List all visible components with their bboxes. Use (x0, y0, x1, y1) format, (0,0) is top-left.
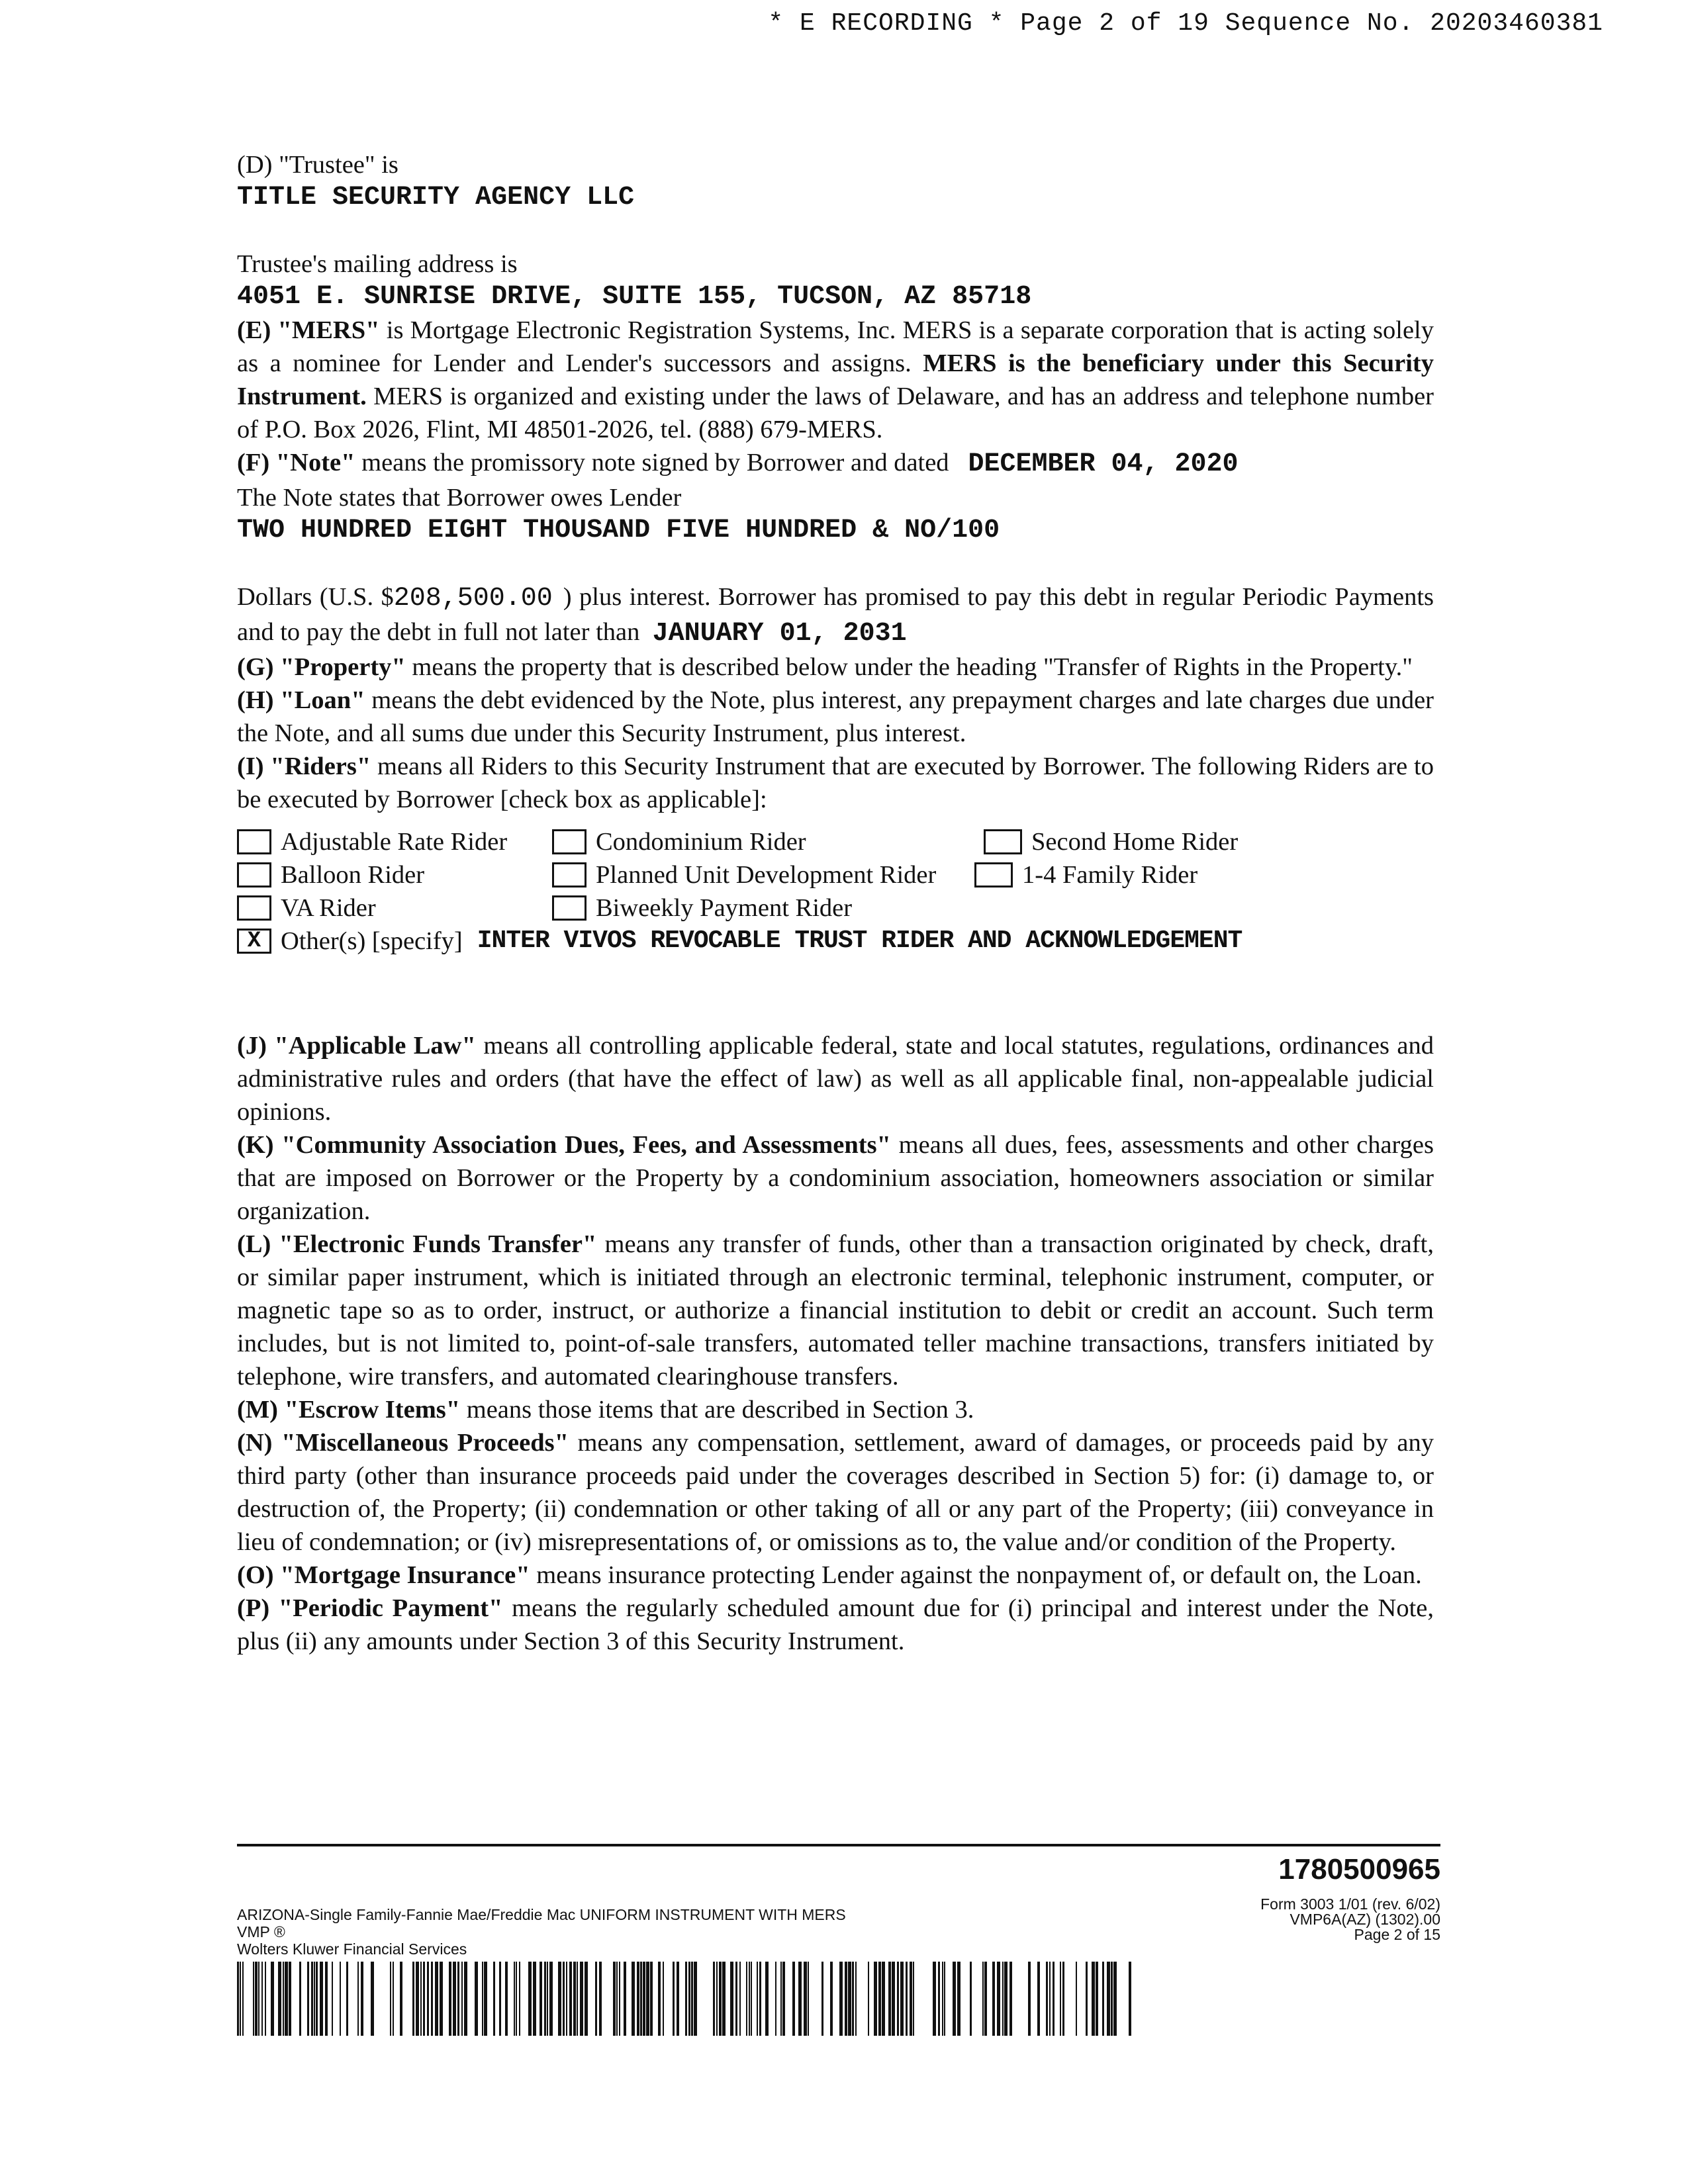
mers-address-text: MERS is organized and existing under the laws of Delaware, and has an address and telephone number of P.O. Box 2026, Flint, MI 48501-2026, tel. (888) 679-MERS. (237, 383, 1434, 443)
checkbox[interactable] (552, 862, 586, 887)
trustee-name: TITLE SECURITY AGENCY LLC (237, 183, 635, 212)
form-page-number: Page 2 of 15 (1354, 1926, 1440, 1943)
rider-label: 1-4 Family Rider (1022, 861, 1198, 889)
publisher: Wolters Kluwer Financial Services (237, 1940, 467, 1958)
definition-text: means those items that are described in Section 3. (460, 1396, 974, 1424)
definition-text: means all dues, fees, assessments and other charges that are imposed on Borrower or the Property by a condominium association, homeowners association or similar organization. (237, 1131, 1434, 1225)
rider-condominium[interactable] (552, 825, 984, 858)
loan-text: means the debt evidenced by the Note, plus interest, any prepayment charges and late charges due under the Note, and all sums due under this Security Instrument, plus interest. (237, 686, 1434, 747)
mers-definition (237, 314, 1434, 446)
mortgage-insurance-definition (237, 1559, 1434, 1592)
definition-text: means any transfer of funds, other than a transaction originated by check, draft, or similar paper instrument, which is initiated through an electronic terminal, telephonic instrument, computer, or magnetic tape so as to order, instruct, or authorize a financial institution to debit or credit an account. Such term includes, but is not limited to, point-of-sale transfers, automated teller machine transactions, transfers initiated by telephone, wire transfers, and automated clearinghouse transfers. (237, 1230, 1434, 1390)
document-body (237, 148, 1434, 1658)
rider-1-4-family[interactable] (974, 858, 1197, 891)
rider-va[interactable] (237, 891, 552, 925)
form-number: Form 3003 1/01 (rev. 6/02) (1260, 1895, 1440, 1913)
rider-label: Biweekly Payment Rider (596, 894, 853, 922)
rider-balloon[interactable] (237, 858, 552, 891)
trustee-address-label: Trustee's mailing address is (237, 250, 518, 278)
definition-term: (L) "Electronic Funds Transfer" (237, 1230, 597, 1258)
form-number-block (1260, 1897, 1440, 1942)
loan-number: 1780500965 (1278, 1853, 1440, 1886)
trustee-address: 4051 E. SUNRISE DRIVE, SUITE 155, TUCSON, AZ 85718 (237, 282, 1032, 312)
note-amount-words: TWO HUNDRED EIGHT THOUSAND FIVE HUNDRED & NO/100 (237, 516, 1000, 545)
rider-label: Other(s) [specify] (281, 927, 463, 955)
definition-text: means all controlling applicable federal, state and local statutes, regulations, ordinances and administrative rules and orders (that have the effect of law) as well as all applicable final, non-appealable judicial opinions. (237, 1032, 1434, 1126)
maturity-date: JANUARY 01, 2031 (652, 619, 907, 649)
checkbox[interactable] (552, 829, 586, 854)
community-dues-definition (237, 1128, 1434, 1228)
dollars-prefix: Dollars (U.S. $ (237, 583, 394, 611)
periodic-payment-definition (237, 1592, 1434, 1658)
spacer (237, 214, 1434, 248)
footer-rule (237, 1844, 1440, 1846)
spacer (237, 547, 1434, 580)
definition-term: (N) "Miscellaneous Proceeds" (237, 1429, 569, 1457)
checkbox[interactable] (237, 862, 271, 887)
note-date: DECEMBER 04, 2020 (968, 449, 1239, 479)
note-text: means the promissory note signed by Borrower and dated (355, 449, 949, 477)
riders-definition (237, 750, 1434, 816)
recording-header: * E RECORDING * Page 2 of 19 Sequence No. 20203460381 (768, 9, 1603, 38)
mers-term: (E) "MERS" (237, 316, 380, 344)
checkbox[interactable] (552, 895, 586, 921)
checkbox[interactable] (974, 862, 1013, 887)
trustee-label: (D) "Trustee" is (237, 151, 399, 179)
rider-label: VA Rider (281, 894, 376, 922)
note-owes-text: The Note states that Borrower owes Lender (237, 484, 682, 512)
definition-term: (M) "Escrow Items" (237, 1396, 461, 1424)
definition-text: means the regularly scheduled amount due for (i) principal and interest under the Note, plus (ii) any amounts under Section 3 of this Security Instrument. (237, 1594, 1434, 1655)
note-payment-text: ) plus interest. Borrower has promised to pay this debt in regular Periodic Payments and to pay the debt in full not later than (237, 583, 1434, 646)
rider-other-specify: INTER VIVOS REVOCABLE TRUST RIDER AND ACKNOWLEDGEMENT (477, 927, 1243, 955)
riders-checklist (237, 825, 1434, 958)
definition-term: (O) "Mortgage Insurance" (237, 1561, 530, 1589)
note-definition (237, 446, 1434, 481)
eft-definition (237, 1228, 1434, 1393)
rider-pud[interactable] (552, 858, 974, 891)
loan-term: (H) "Loan" (237, 686, 365, 714)
note-amount-paragraph (237, 580, 1434, 651)
rider-biweekly[interactable] (552, 891, 984, 925)
note-amount: 208,500.00 (393, 584, 553, 614)
rider-label: Condominium Rider (596, 828, 806, 856)
spacer (237, 958, 1434, 1009)
checkbox[interactable] (984, 829, 1022, 854)
loan-definition (237, 684, 1434, 750)
rider-other[interactable] (237, 925, 1242, 958)
checkbox-checked[interactable]: X (237, 929, 271, 954)
property-definition (237, 651, 1434, 684)
mers-beneficiary-statement: MERS is the beneficiary under this Security Instrument. (237, 349, 1434, 410)
vmp-mark: VMP ® (237, 1923, 285, 1940)
definition-text: means insurance protecting Lender against the nonpayment of, or default on, the Loan. (530, 1561, 1422, 1589)
rider-label: Planned Unit Development Rider (596, 861, 937, 889)
barcode (237, 1962, 1132, 2036)
property-term: (G) "Property" (237, 653, 406, 681)
form-code: VMP6A(AZ) (1302).00 (1289, 1911, 1440, 1928)
misc-proceeds-definition (237, 1426, 1434, 1559)
definition-term: (J) "Applicable Law" (237, 1032, 476, 1060)
rider-adjustable-rate[interactable] (237, 825, 552, 858)
property-text: means the property that is described below under the heading "Transfer of Rights in the Property." (405, 653, 1413, 681)
form-title: ARIZONA-Single Family-Fannie Mae/Freddie Mac UNIFORM INSTRUMENT WITH MERS (237, 1906, 846, 1923)
note-term: (F) "Note" (237, 449, 355, 477)
riders-term: (I) "Riders" (237, 752, 371, 780)
definition-term: (P) "Periodic Payment" (237, 1594, 503, 1622)
rider-label: Adjustable Rate Rider (281, 828, 508, 856)
definition-term: (K) "Community Association Dues, Fees, and Assessments" (237, 1131, 891, 1159)
applicable-law-definition (237, 1029, 1434, 1128)
checkbox[interactable] (237, 895, 271, 921)
definition-text: means any compensation, settlement, award of damages, or proceeds paid by any third party (other than insurance proceeds paid under the coverages described in Section 5) for: (i) damage to, or destruction of, the Property; (ii) condemnation or other taking of all or any part of the Property; (iii) conveyance in lieu of condemnation; or (iv) misrepresentations of, or omissions as to, the value and/or condition of the Property. (237, 1429, 1434, 1556)
form-identification (237, 1906, 846, 1958)
rider-second-home[interactable] (984, 825, 1238, 858)
mers-text: is Mortgage Electronic Registration Systems, Inc. MERS is a separate corporation that is acting solely as a nominee for Lender and Lender's successors and assigns. (237, 316, 1434, 377)
riders-text: means all Riders to this Security Instrument that are executed by Borrower. The following Riders are to be executed by Borrower [check box as applicable]: (237, 752, 1434, 813)
rider-label: Balloon Rider (281, 861, 425, 889)
rider-label: Second Home Rider (1031, 828, 1239, 856)
checkbox[interactable] (237, 829, 271, 854)
escrow-items-definition (237, 1393, 1434, 1426)
